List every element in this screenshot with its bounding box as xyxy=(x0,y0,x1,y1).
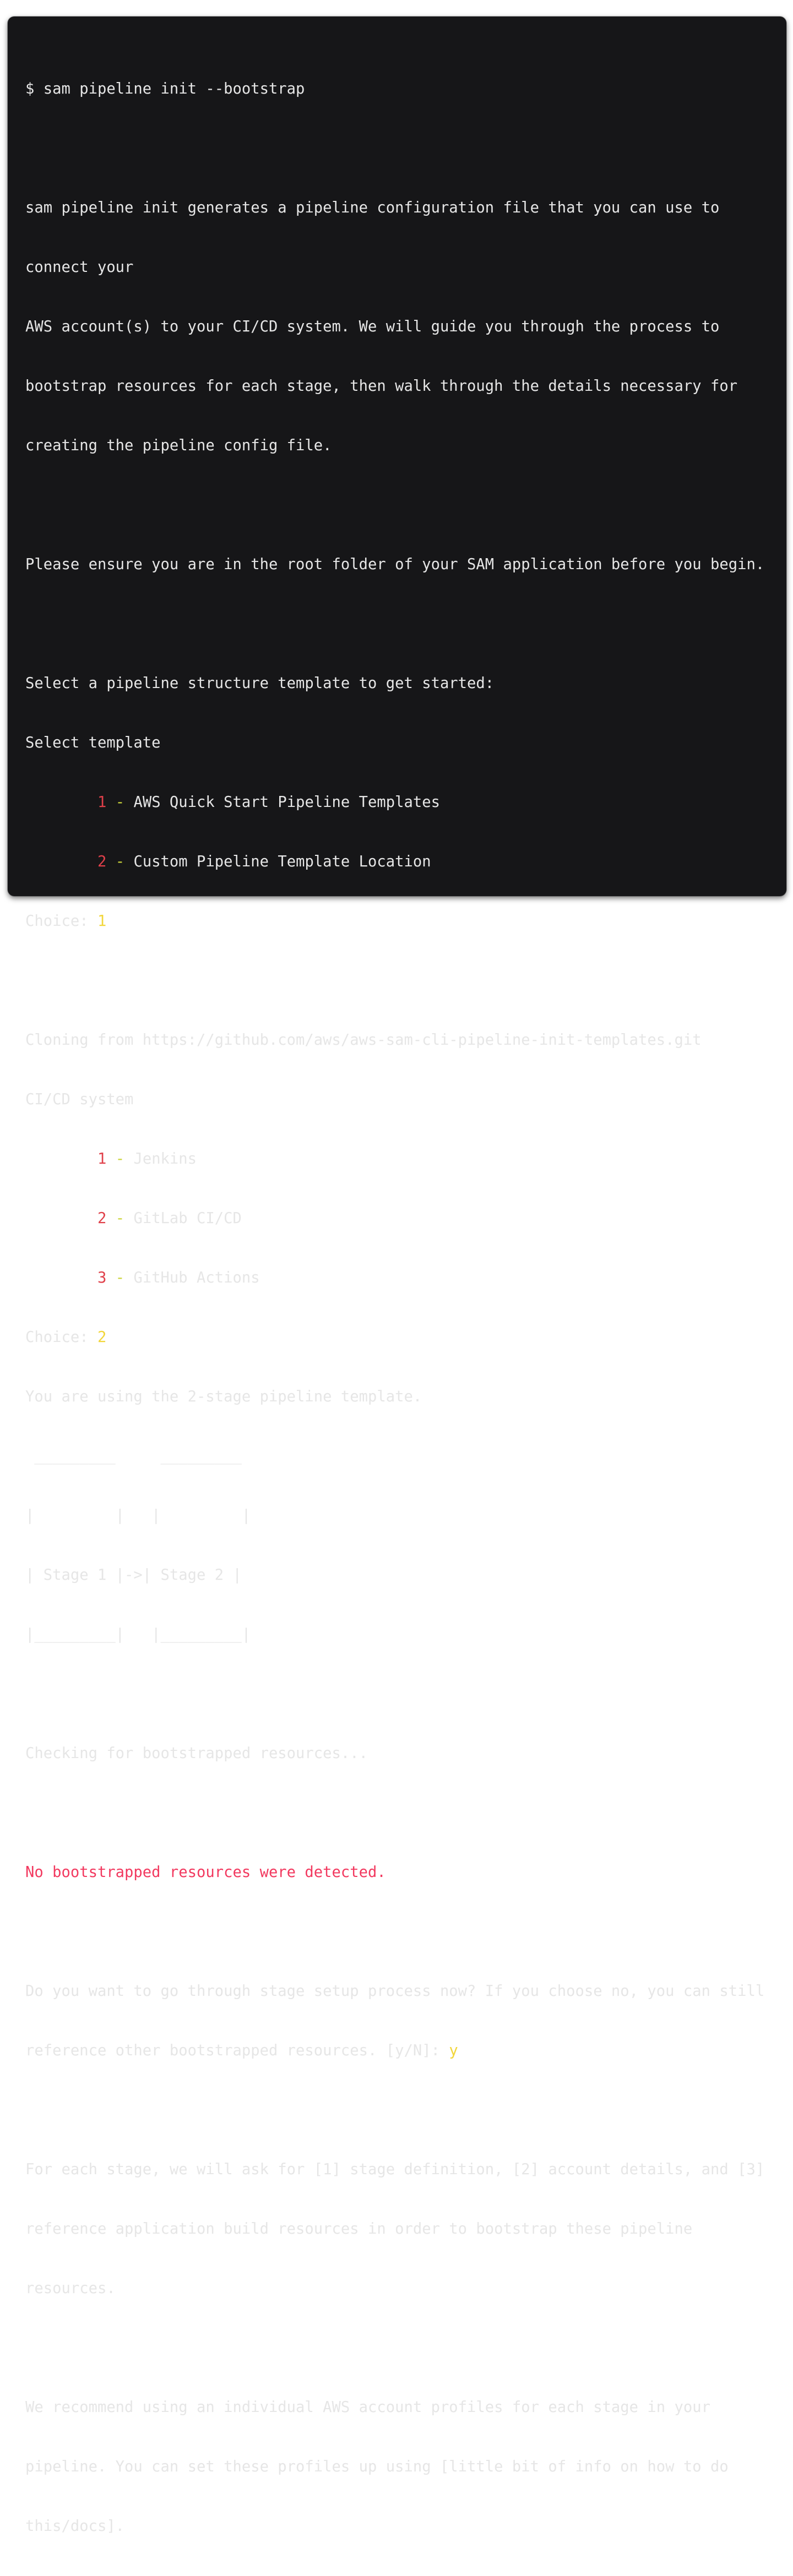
stage-setup-answer: y xyxy=(449,2042,458,2059)
select-prompt: Select a pipeline structure template to get started: xyxy=(25,675,495,692)
choice-value: 1 xyxy=(97,913,107,930)
blank-line xyxy=(25,139,769,159)
option-label: GitLab CI/CD xyxy=(133,1210,242,1227)
intro-line: AWS account(s) to your CI/CD system. We will guide you through the process to xyxy=(25,318,720,335)
intro-line: sam pipeline init generates a pipeline configuration file that you can use to xyxy=(25,199,720,216)
option-dash: - xyxy=(115,1210,125,1227)
terminal-output xyxy=(25,40,769,2576)
option-label: Custom Pipeline Template Location xyxy=(133,853,431,870)
for-each-line: resources. xyxy=(25,2280,116,2297)
blank-line xyxy=(25,495,769,515)
option-number: 2 xyxy=(97,853,107,870)
stage-diagram-line: |_________| |_________| xyxy=(25,1626,251,1643)
intro-line: connect your xyxy=(25,259,134,276)
option-label: GitHub Actions xyxy=(133,1269,260,1286)
stage-setup-prompt: Do you want to go through stage setup process now? If you choose no, you can still xyxy=(25,1983,765,2000)
intro-line: bootstrap resources for each stage, then walk through the details necessary for xyxy=(25,378,738,395)
stage-setup-question: reference other bootstrapped resources. [y/N]: xyxy=(25,2042,449,2059)
choice-line xyxy=(25,1328,769,1347)
option-dash: - xyxy=(115,853,125,870)
template-option xyxy=(25,852,769,872)
blank-line xyxy=(25,2338,769,2358)
for-each-line: reference application build resources in order to bootstrap these pipeline xyxy=(25,2220,693,2237)
select-template-label: Select template xyxy=(25,734,161,751)
option-number: 2 xyxy=(97,1210,107,1227)
cicd-option xyxy=(25,1209,769,1229)
command-line: $ sam pipeline init --bootstrap xyxy=(25,80,305,97)
for-each-line: For each stage, we will ask for [1] stage definition, [2] account details, and [3] xyxy=(25,2161,765,2178)
blank-line xyxy=(25,971,769,991)
option-dash: - xyxy=(115,794,125,811)
blank-line xyxy=(25,2100,769,2120)
blank-line xyxy=(25,1922,769,1942)
option-number: 1 xyxy=(97,794,107,811)
recommend-line: We recommend using an individual AWS account profiles for each stage in your xyxy=(25,2399,710,2416)
choice-label: Choice: xyxy=(25,1329,97,1346)
choice-line xyxy=(25,912,769,931)
blank-line xyxy=(25,1803,769,1823)
option-dash: - xyxy=(115,1269,125,1286)
cicd-label: CI/CD system xyxy=(25,1091,134,1108)
stage-setup-prompt xyxy=(25,2041,769,2061)
intro-line: creating the pipeline config file. xyxy=(25,437,332,454)
template-option xyxy=(25,793,769,812)
choice-value: 2 xyxy=(97,1329,107,1346)
cicd-option xyxy=(25,1149,769,1169)
option-label: AWS Quick Start Pipeline Templates xyxy=(133,794,440,811)
option-label: Jenkins xyxy=(133,1150,197,1167)
option-number: 1 xyxy=(97,1150,107,1167)
checking-line: Checking for bootstrapped resources... xyxy=(25,1745,368,1762)
choice-label: Choice: xyxy=(25,913,97,930)
recommend-line: pipeline. You can set these profiles up using [little bit of info on how to do xyxy=(25,2458,729,2475)
blank-line xyxy=(25,1684,769,1704)
stage-diagram-line: | | | | xyxy=(25,1507,251,1524)
option-dash: - xyxy=(115,1150,125,1167)
cicd-option xyxy=(25,1268,769,1288)
option-number: 3 xyxy=(97,1269,107,1286)
ensure-line: Please ensure you are in the root folder of your SAM application before you begin. xyxy=(25,556,765,573)
using-template-line: You are using the 2-stage pipeline template. xyxy=(25,1388,422,1405)
stage-diagram-line: _________ _________ xyxy=(25,1448,242,1465)
blank-line xyxy=(25,614,769,634)
cloning-line: Cloning from https://github.com/aws/aws-sam-cli-pipeline-init-templates.git xyxy=(25,1032,702,1049)
recommend-line: this/docs]. xyxy=(25,2518,125,2535)
terminal-window[interactable] xyxy=(8,17,786,2535)
stage-diagram-line: | Stage 1 |->| Stage 2 | xyxy=(25,1567,242,1584)
error-message: No bootstrapped resources were detected. xyxy=(25,1864,386,1881)
